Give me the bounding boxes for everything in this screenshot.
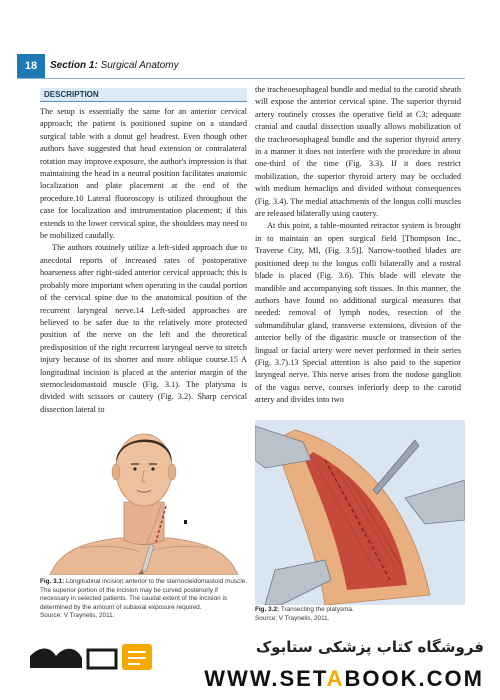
right-column [255, 84, 461, 407]
caption-source: Source: V Traynelis, 2011. [40, 612, 115, 619]
page-number: 18 [17, 54, 45, 78]
page-header [0, 54, 500, 78]
left-column [40, 88, 247, 416]
url-suffix: BOOK.COM [344, 666, 484, 691]
running-head [50, 54, 179, 78]
patient-neck-illustration [40, 420, 248, 575]
setabook-logo-icon [20, 636, 160, 691]
paragraph: At this point, a table-mounted retractor system is brought in to maintain an open surgical field [Thompson Inc., Traverse City, MI, (Fig. 3.5)]. Narrow-toothed blades are positioned deep to the longus colli bilaterally and a rostral blade is placed (Fig. 3.6). This blade will elevate the mandible and accompanying soft tissues. In this manner, the authors have found no additional surgical measures that needed: removal of lymph nodes, resection of the submandibular gland, transverse extensions, division of the anterior belly of the digastric muscle or transection of the lingual or facial artery were never performed in their series (Fig. 3.7).13 Special attention is also paid to the superior laryngeal nerve. This nerve arises from the nodose ganglion of the vagus nerve, courses inferiorly deep to the carotid artery and divides into two [255, 221, 461, 405]
figure-3-2-caption [255, 606, 465, 623]
section-label: Section 1: [50, 60, 98, 71]
figure-3-2-illustration [255, 420, 465, 605]
caption-source: Source: V Traynelis, 2011. [255, 614, 330, 622]
store-url [204, 666, 484, 692]
store-footer-banner [0, 628, 500, 700]
store-logo [20, 636, 160, 691]
paragraph: The setup is essentially the same for an anterior cervical approach; the patient is positioned supine on a standard surgical table with a donut gel headrest. Even though other authors have suggested that head extension or contralateral rotation may improve exposure, the author's impression is that maintaining the head in a neutral position facilitates anatomic localization and plate placement at the end of the procedure.10 Lateral fluoroscopy is utilized throughout the case for localization and instrumentation placement; if this extends to the lower cervical spine, the shoulders may need to be mobilized caudally. [40, 107, 247, 241]
description-heading: DESCRIPTION [40, 88, 247, 102]
caption-text: Transecting the platysma. [280, 606, 354, 613]
paragraph: The authors routinely utilize a left-sided approach due to anecdotal reports of increased rates of postoperative hoarseness after right-sided anterior cervical approach; this is probably more important when operating in the caudal portion of the cervical spine due to the anatomical position of the recurrent laryngeal nerve.14 Left-sided approaches are believed to be safer due to the relatively more protected position of the nerve on the left and the theoretical predisposition of the right recurrent laryngeal nerve to stretch injury because of its shorter and more oblique course.15 A longitudinal incision is placed at the anterior margin of the sternocleidomastoid muscle (Fig. 3.1). The platysma is divided with scissors or cautery (Fig. 3.2). Sharp cervical dissection lateral to [40, 243, 247, 414]
store-name: فروشگاه کتاب پزشکی ستابوک [255, 638, 484, 656]
url-accent-letter: A [326, 666, 345, 691]
url-prefix: WWW.SET [204, 666, 327, 691]
header-rule [17, 78, 465, 79]
figure-3-1-illustration [40, 420, 248, 575]
figure-label: Fig. 3.2: [255, 606, 280, 613]
figure-label: Fig. 3.1: [40, 578, 65, 585]
caption-text: Longitudinal incision anterior to the sternocleidomastoid muscle. The superior portion of the incision may be curved posteriorly if necessary in selected patients. The caudal extent of the incision is determined by the amount of subaxial exposure required. [40, 578, 248, 611]
section-title: Surgical Anatomy [100, 60, 179, 71]
paragraph: the tracheoesophageal bundle and medial to the carotid sheath will expose the anterior cervical spine. The superior thyroid artery routinely crosses the operative field at C3; adequate cranial and caudal dissection usually allows mobilization of the tracheoesophageal bundle and the superior thyroid artery in a manner it does not interfere with the procedure in about one-third of the time (Fig. 3.3). If it does restrict mobilization, the superior thyroid artery may be occluded with medium hemaclips and divided without consequences (Fig. 3.4). The medial attachments of the longus colli muscles are released bilaterally using cautery. [255, 85, 461, 219]
platysma-transection-illustration [255, 420, 465, 605]
figure-3-1-caption [40, 578, 248, 621]
